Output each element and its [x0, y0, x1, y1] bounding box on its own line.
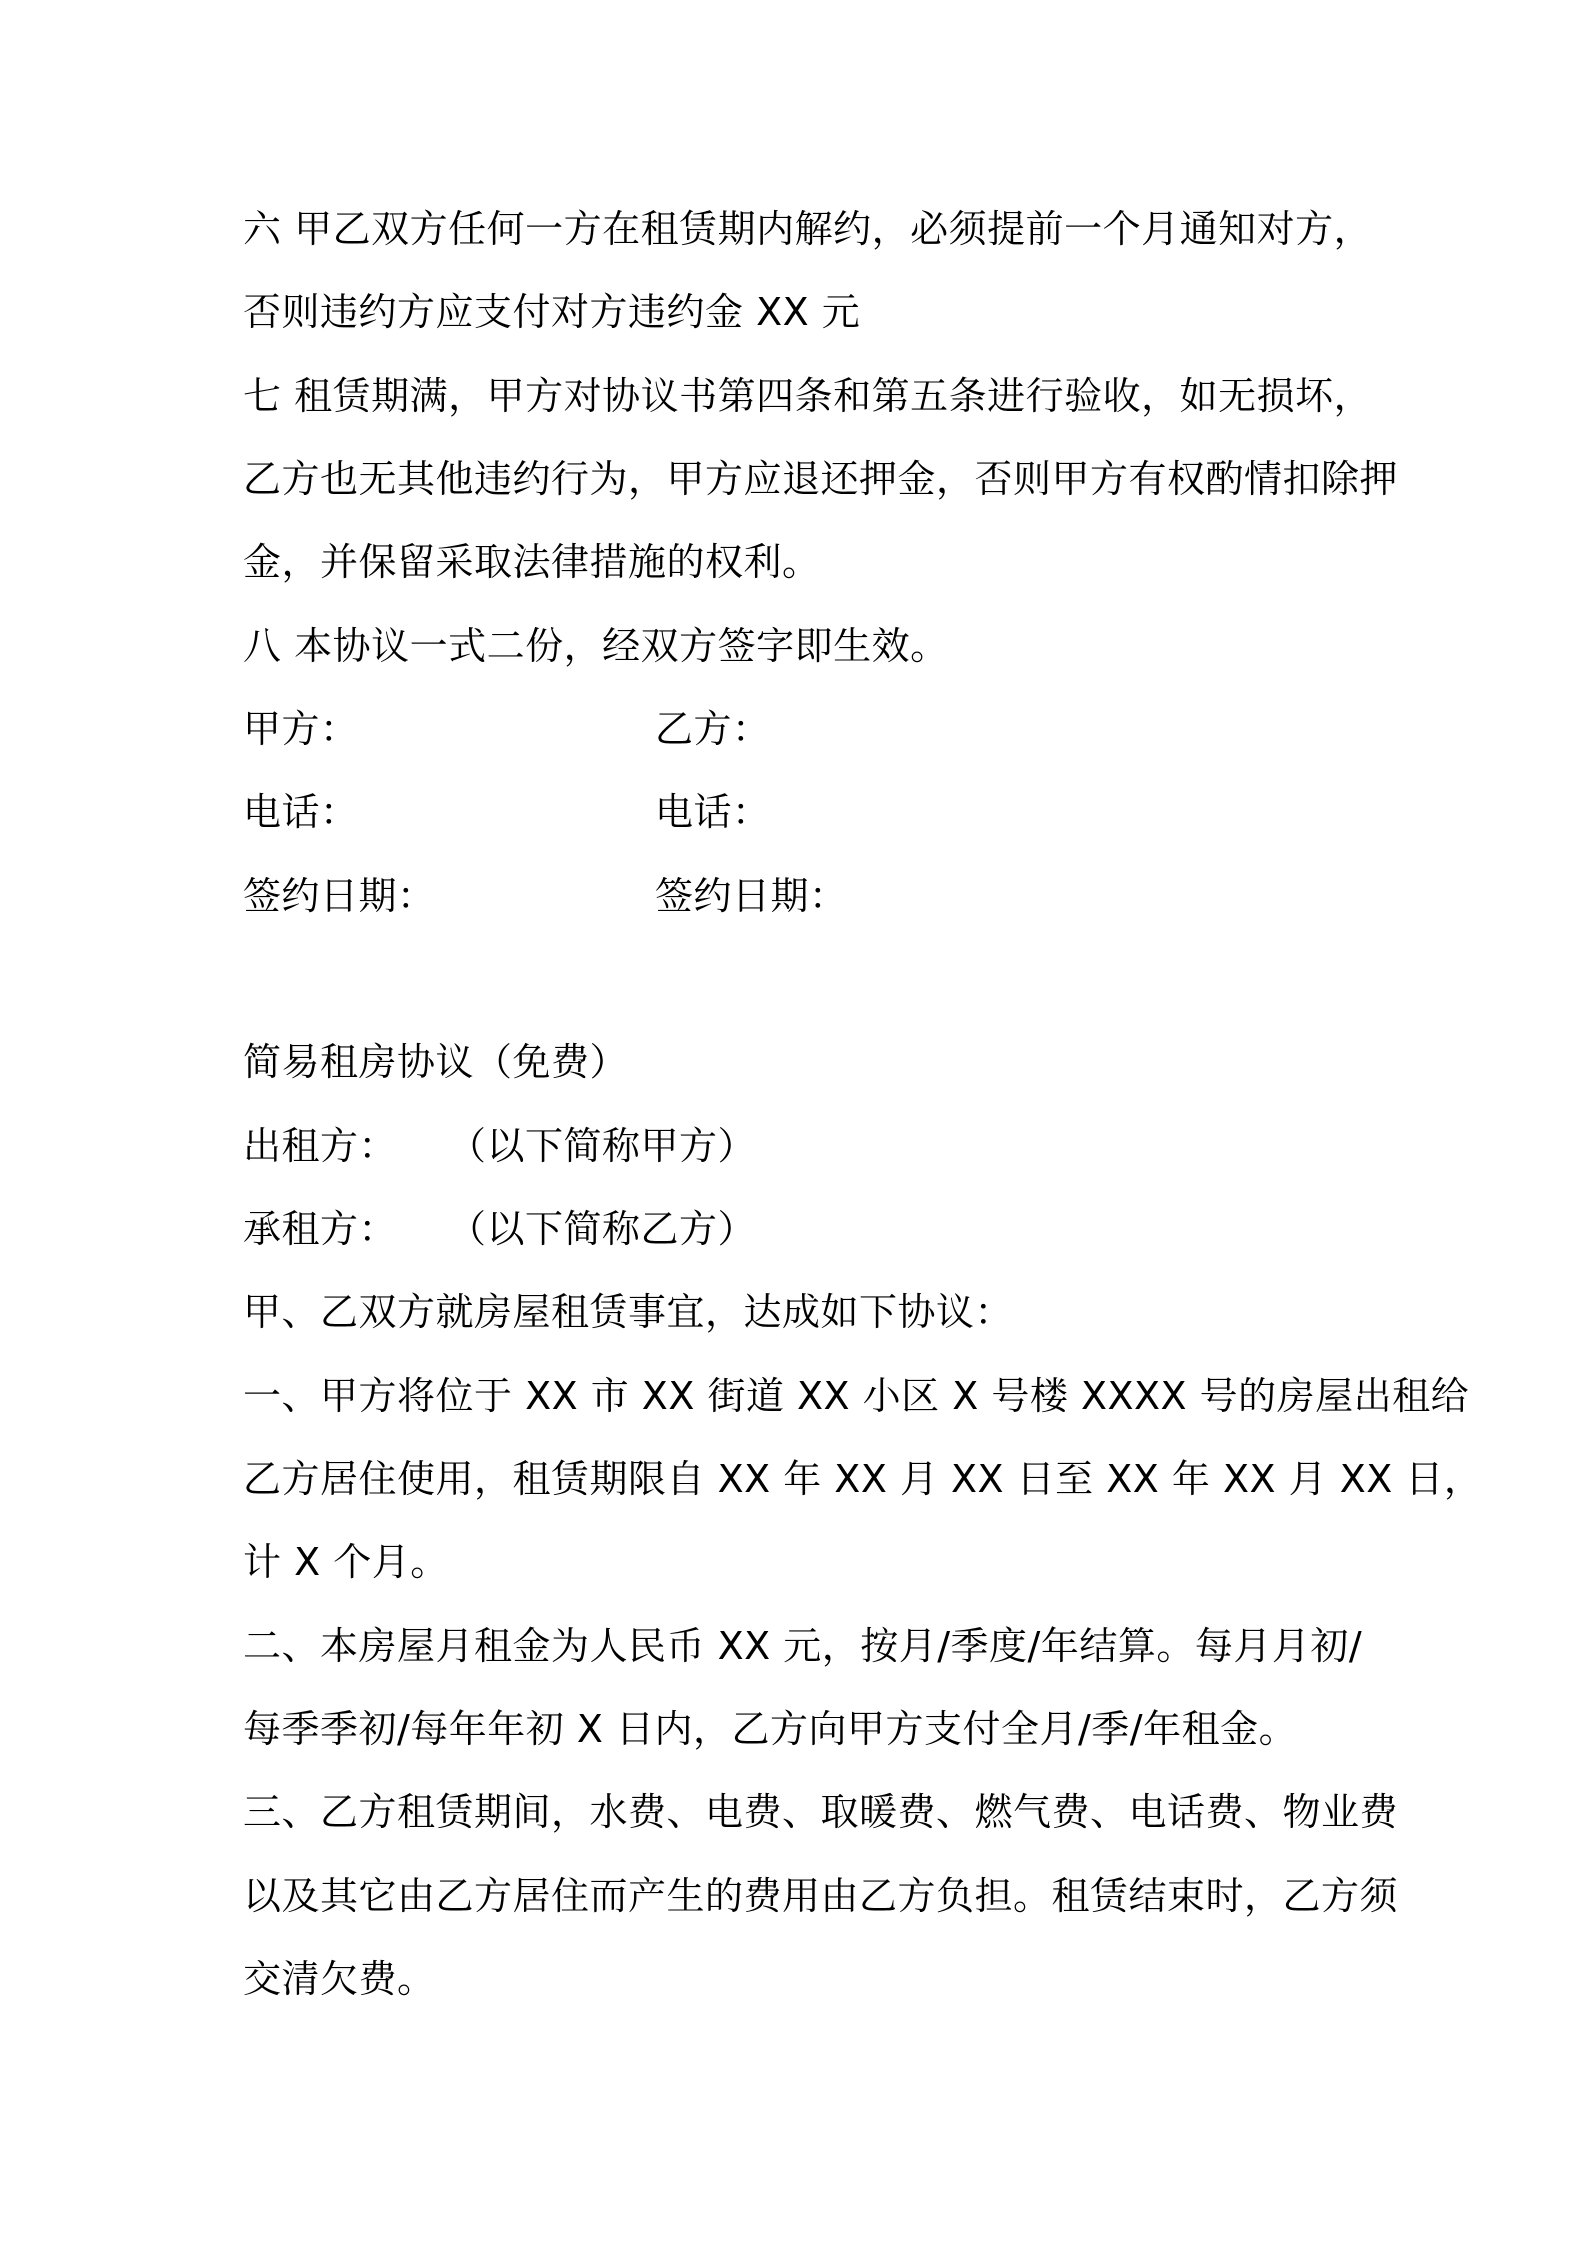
clause-6-line-1: 六 甲乙双方任何一方在租赁期内解约，必须提前一个月通知对方， — [243, 207, 1373, 251]
party-b-label: 乙方： — [655, 707, 771, 751]
date-a-label: 签约日期： — [243, 874, 436, 918]
lessee-row — [243, 1206, 1373, 1252]
phone-a-label: 电话： — [243, 790, 359, 834]
item-3-line-2: 以及其它由乙方居住而产生的费用由乙方负担。租赁结束时，乙方须 — [243, 1874, 1399, 1918]
phone-b-label: 电话： — [655, 790, 771, 834]
signature-row-party — [243, 706, 1373, 752]
party-a-label: 甲方： — [243, 707, 359, 751]
item-1-line-1: 一、甲方将位于 XX 市 XX 街道 XX 小区 X 号楼 XXXX 号的房屋出租给 — [243, 1374, 1470, 1418]
clause-8: 八 本协议一式二份，经双方签字即生效。 — [243, 624, 949, 668]
lessor-note: （以下简称甲方） — [448, 1124, 757, 1168]
clause-7-line-2: 乙方也无其他违约行为，甲方应退还押金，否则甲方有权酌情扣除押 — [243, 457, 1399, 501]
item-2-line-2: 每季季初/每年年初 X 日内，乙方向甲方支付全月/季/年租金。 — [243, 1707, 1298, 1751]
item-3-line-1: 三、乙方租赁期间，水费、电费、取暖费、燃气费、电话费、物业费 — [243, 1790, 1399, 1834]
agreement-intro: 甲、乙双方就房屋租赁事宜，达成如下协议： — [243, 1290, 1014, 1334]
signature-row-date — [243, 873, 1373, 919]
clause-7-line-1: 七 租赁期满，甲方对协议书第四条和第五条进行验收，如无损坏， — [243, 374, 1373, 418]
lessor-row — [243, 1123, 1373, 1169]
signature-row-phone — [243, 789, 1373, 835]
clause-7-line-3: 金，并保留采取法律措施的权利。 — [243, 540, 821, 584]
item-1-line-2: 乙方居住使用，租赁期限自 XX 年 XX 月 XX 日至 XX 年 XX 月 XX 日， — [243, 1457, 1483, 1501]
lessee-label: 承租方： — [243, 1207, 398, 1251]
item-3-line-3: 交清欠费。 — [243, 1957, 436, 2001]
item-2-line-1: 二、本房屋月租金为人民币 XX 元，按月/季度/年结算。每月月初/ — [243, 1624, 1363, 1668]
second-agreement-title: 简易租房协议（免费） — [243, 1040, 629, 1084]
lessor-label: 出租方： — [243, 1124, 398, 1168]
lessee-note: （以下简称乙方） — [448, 1207, 757, 1251]
clause-6-line-2: 否则违约方应支付对方违约金 XX 元 — [243, 290, 861, 334]
date-b-label: 签约日期： — [655, 874, 848, 918]
item-1-line-3: 计 X 个月。 — [243, 1540, 449, 1584]
